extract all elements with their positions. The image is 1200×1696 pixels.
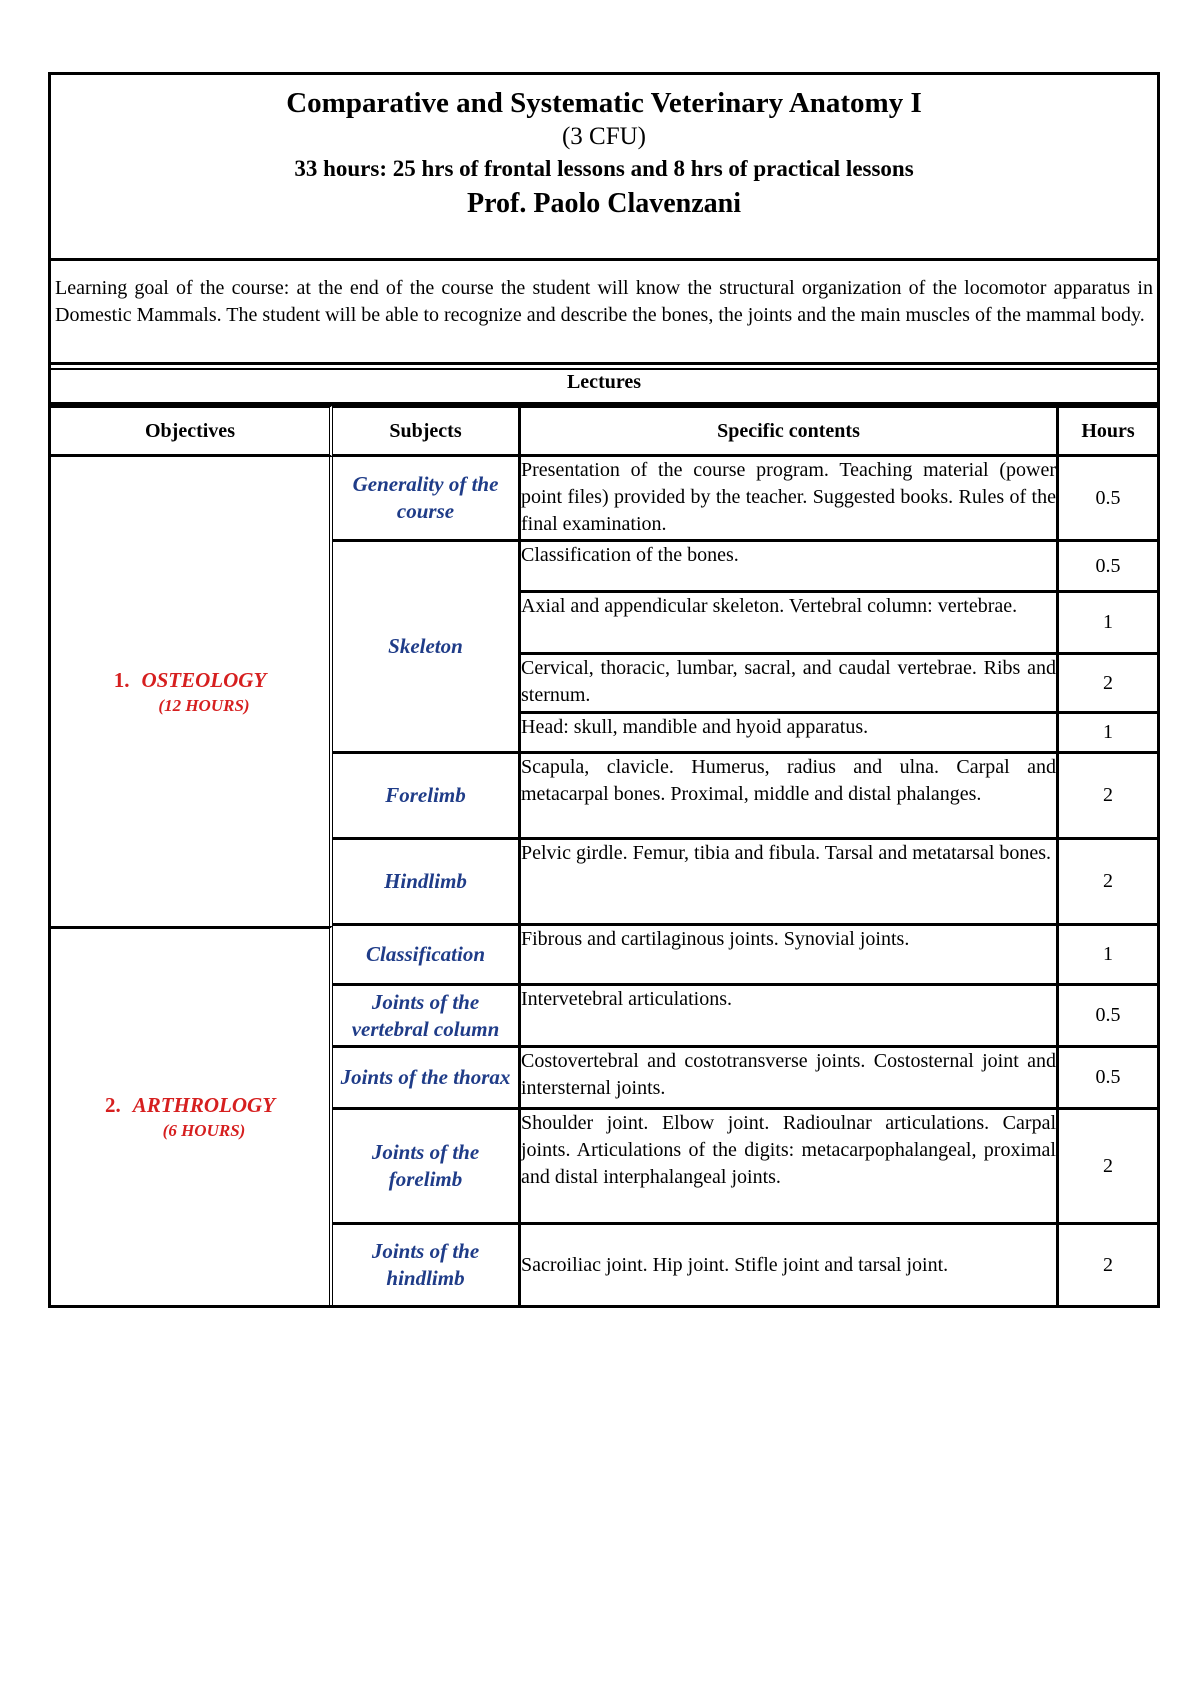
hours-cell: 2 (1059, 1110, 1157, 1225)
col-hours: Hours (1059, 405, 1157, 457)
content-cell: Shoulder joint. Elbow joint. Radioulnar articulations. Carpal joints. Articulations of the digits: metacarpophalangeal, proximal and distal interphalangeal joints. (521, 1110, 1059, 1225)
table-row (51, 457, 1157, 542)
col-objectives: Objectives (51, 405, 333, 457)
objective-osteology (51, 457, 333, 926)
content-cell: Presentation of the course program. Teaching material (power point files) provided by the teacher. Suggested books. Rules of the final examination. (521, 457, 1059, 542)
table-row (51, 926, 1157, 986)
col-specific-contents: Specific contents (521, 405, 1059, 457)
objective-title: ARTHROLOGY (132, 1093, 276, 1117)
hours-cell: 0.5 (1059, 542, 1157, 593)
hours-cell: 0.5 (1059, 1048, 1157, 1110)
subject-cell: Forelimb (333, 754, 521, 840)
col-subjects: Subjects (333, 405, 521, 457)
hours-cell: 0.5 (1059, 457, 1157, 542)
objective-number: 2. (104, 1093, 121, 1117)
objective-arthrology (51, 926, 333, 1305)
objective-title: OSTEOLOGY (141, 667, 267, 692)
hours-cell: 1 (1059, 593, 1157, 655)
objective-number: 1. (113, 667, 130, 692)
syllabus-document (48, 72, 1160, 1308)
hours-cell: 2 (1059, 840, 1157, 926)
course-hours: 33 hours: 25 hrs of frontal lessons and 8 hrs of practical lessons (294, 156, 914, 181)
hours-cell: 1 (1059, 926, 1157, 986)
subject-cell: Skeleton (333, 542, 521, 754)
lectures-table (48, 402, 1160, 1308)
learning-goal: Learning goal of the course: at the end of the course the student will know the structural organization of the locomotor apparatus in Domestic Mammals. The student will be able to recognize and describe the bones, the joints and the main muscles of the mammal body. (48, 258, 1160, 362)
hours-cell: 2 (1103, 1253, 1113, 1276)
subject-cell: Joints of the thorax (333, 1048, 521, 1110)
section-title: Lectures (48, 362, 1160, 402)
hours-cell: 2 (1059, 655, 1157, 714)
course-header (48, 72, 1160, 258)
content-cell: Sacroiliac joint. Hip joint. Stifle joint and tarsal joint. (521, 1225, 1059, 1305)
hours-cell: 2 (1059, 754, 1157, 840)
content-cell: Costovertebral and costotransverse joints. Costosternal joint and intersternal joints. (521, 1048, 1059, 1110)
subject-cell: Generality of the course (333, 457, 521, 542)
content-cell: Head: skull, mandible and hyoid apparatus. (521, 714, 1059, 754)
content-cell: Intervetebral articulations. (521, 986, 1059, 1048)
objective-hours: (12 HOURS) (158, 695, 250, 715)
content-cell: Classification of the bones. (521, 542, 1059, 593)
course-credits: (3 CFU) (561, 123, 647, 150)
hours-cell: 0.5 (1059, 986, 1157, 1048)
hours-cell: 1 (1059, 714, 1157, 754)
content-cell: Axial and appendicular skeleton. Vertebral column: vertebrae. (521, 593, 1059, 655)
content-cell: Pelvic girdle. Femur, tibia and fibula. Tarsal and metatarsal bones. (521, 840, 1059, 926)
course-title: Comparative and Systematic Veterinary Anatomy I (286, 87, 922, 119)
content-cell: Cervical, thoracic, lumbar, sacral, and caudal vertebrae. Ribs and sternum. (521, 655, 1059, 714)
subject-cell: Hindlimb (333, 840, 521, 926)
subject-cell: Classification (333, 926, 521, 986)
content-cell: Scapula, clavicle. Humerus, radius and ulna. Carpal and metacarpal bones. Proximal, middle and distal phalanges. (521, 754, 1059, 840)
content-cell: Fibrous and cartilaginous joints. Synovial joints. (521, 926, 1059, 986)
subject-cell: Joints of the forelimb (333, 1110, 521, 1225)
table-header-row (51, 405, 1157, 457)
objective-hours: (6 HOURS) (162, 1121, 246, 1140)
subject-cell: Joints of the hindlimb (333, 1225, 521, 1305)
course-professor: Prof. Paolo Clavenzani (466, 188, 741, 219)
subject-cell: Joints of the vertebral column (333, 986, 521, 1048)
